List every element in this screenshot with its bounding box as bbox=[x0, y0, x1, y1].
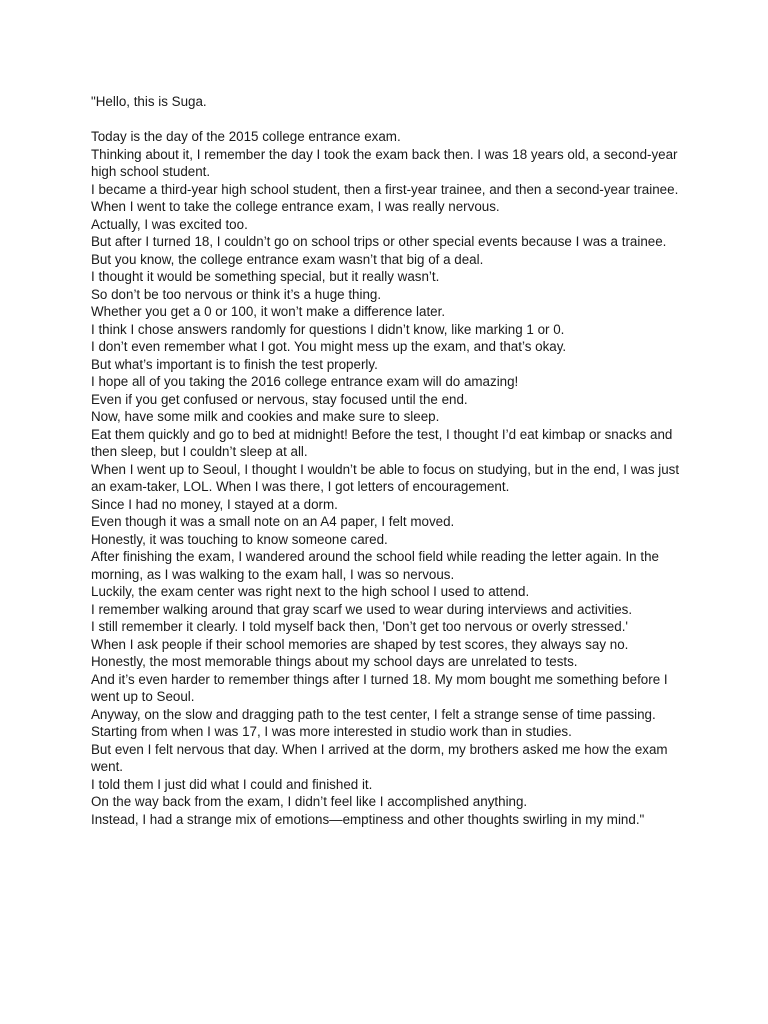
paragraph: Even though it was a small note on an A4 paper, I felt moved. bbox=[91, 514, 455, 529]
paragraph: And it’s even harder to remember things after I turned 18. My mom bought me something before I went up to Seoul. bbox=[91, 671, 668, 704]
paragraph: So don’t be too nervous or think it’s a huge thing. bbox=[91, 286, 382, 302]
paragraph: Today is the day of the 2015 college entrance exam. bbox=[91, 129, 401, 144]
paragraph: I remember walking around that gray scarf we used to wear during interviews and activities. bbox=[91, 601, 633, 617]
paragraph: I hope all of you taking the 2016 college entrance exam will do amazing! bbox=[91, 374, 519, 389]
document-body bbox=[91, 93, 687, 828]
paragraph: I don’t even remember what I got. You might mess up the exam, and that’s okay. bbox=[91, 339, 567, 354]
paragraph: Starting from when I was 17, I was more interested in studio work than in studies. bbox=[91, 724, 572, 739]
paragraph: But what’s important is to finish the test properly. bbox=[91, 356, 378, 372]
paragraph: But even I felt nervous that day. When I arrived at the dorm, my brothers asked me how the exam went. bbox=[91, 741, 668, 774]
paragraph: Now, have some milk and cookies and make sure to sleep. bbox=[91, 409, 440, 424]
paragraph: Since I had no money, I stayed at a dorm. bbox=[91, 496, 338, 512]
paragraph: Eat them quickly and go to bed at midnight! Before the test, I thought I’d eat kimbap or snacks and then sleep, but I couldn’t sleep at all. bbox=[91, 426, 673, 459]
paragraph: Luckily, the exam center was right next to the high school I used to attend. bbox=[91, 584, 530, 599]
paragraph: Thinking about it, I remember the day I took the exam back then. I was 18 years old, a second-year high school student. bbox=[91, 146, 678, 179]
paragraph: When I went up to Seoul, I thought I wouldn’t be able to focus on studying, but in the end, I was just an exam-taker, LOL. When I was there, I got letters of encouragement. bbox=[91, 461, 680, 494]
paragraph: When I ask people if their school memories are shaped by test scores, they always say no. bbox=[91, 636, 629, 652]
greeting-line: "Hello, this is Suga. bbox=[91, 94, 207, 109]
paragraph: When I went to take the college entrance exam, I was really nervous. bbox=[91, 199, 500, 214]
paragraph: I became a third-year high school student, then a first-year trainee, and then a second-year trainee. bbox=[91, 181, 679, 197]
paragraph: I think I chose answers randomly for questions I didn’t know, like marking 1 or 0. bbox=[91, 321, 565, 337]
paragraph: I still remember it clearly. I told myself back then, 'Don’t get too nervous or overly stressed.' bbox=[91, 619, 628, 634]
paragraph: Anyway, on the slow and dragging path to the test center, I felt a strange sense of time passing. bbox=[91, 706, 656, 722]
paragraph: I thought it would be something special, but it really wasn’t. bbox=[91, 269, 440, 284]
paragraph: But after I turned 18, I couldn’t go on school trips or other special events because I was a trainee. But you know, the college entrance exam wasn’t that big of a deal. bbox=[91, 234, 667, 267]
paragraph: Even if you get confused or nervous, stay focused until the end. bbox=[91, 391, 468, 407]
paragraph: Whether you get a 0 or 100, it won’t make a difference later. bbox=[91, 304, 446, 319]
paragraph: Actually, I was excited too. bbox=[91, 216, 248, 232]
paragraph: On the way back from the exam, I didn’t feel like I accomplished anything. bbox=[91, 794, 528, 809]
paragraph: Honestly, it was touching to know someone cared. bbox=[91, 531, 388, 547]
paragraph: After finishing the exam, I wandered around the school field while reading the letter again. In the morning, as I was walking to the exam hall, I was so nervous. bbox=[91, 549, 659, 582]
paragraph: Instead, I had a strange mix of emotions—emptiness and other thoughts swirling in my mind." bbox=[91, 811, 645, 827]
paragraph: I told them I just did what I could and finished it. bbox=[91, 776, 373, 792]
paragraph: Honestly, the most memorable things about my school days are unrelated to tests. bbox=[91, 654, 578, 669]
